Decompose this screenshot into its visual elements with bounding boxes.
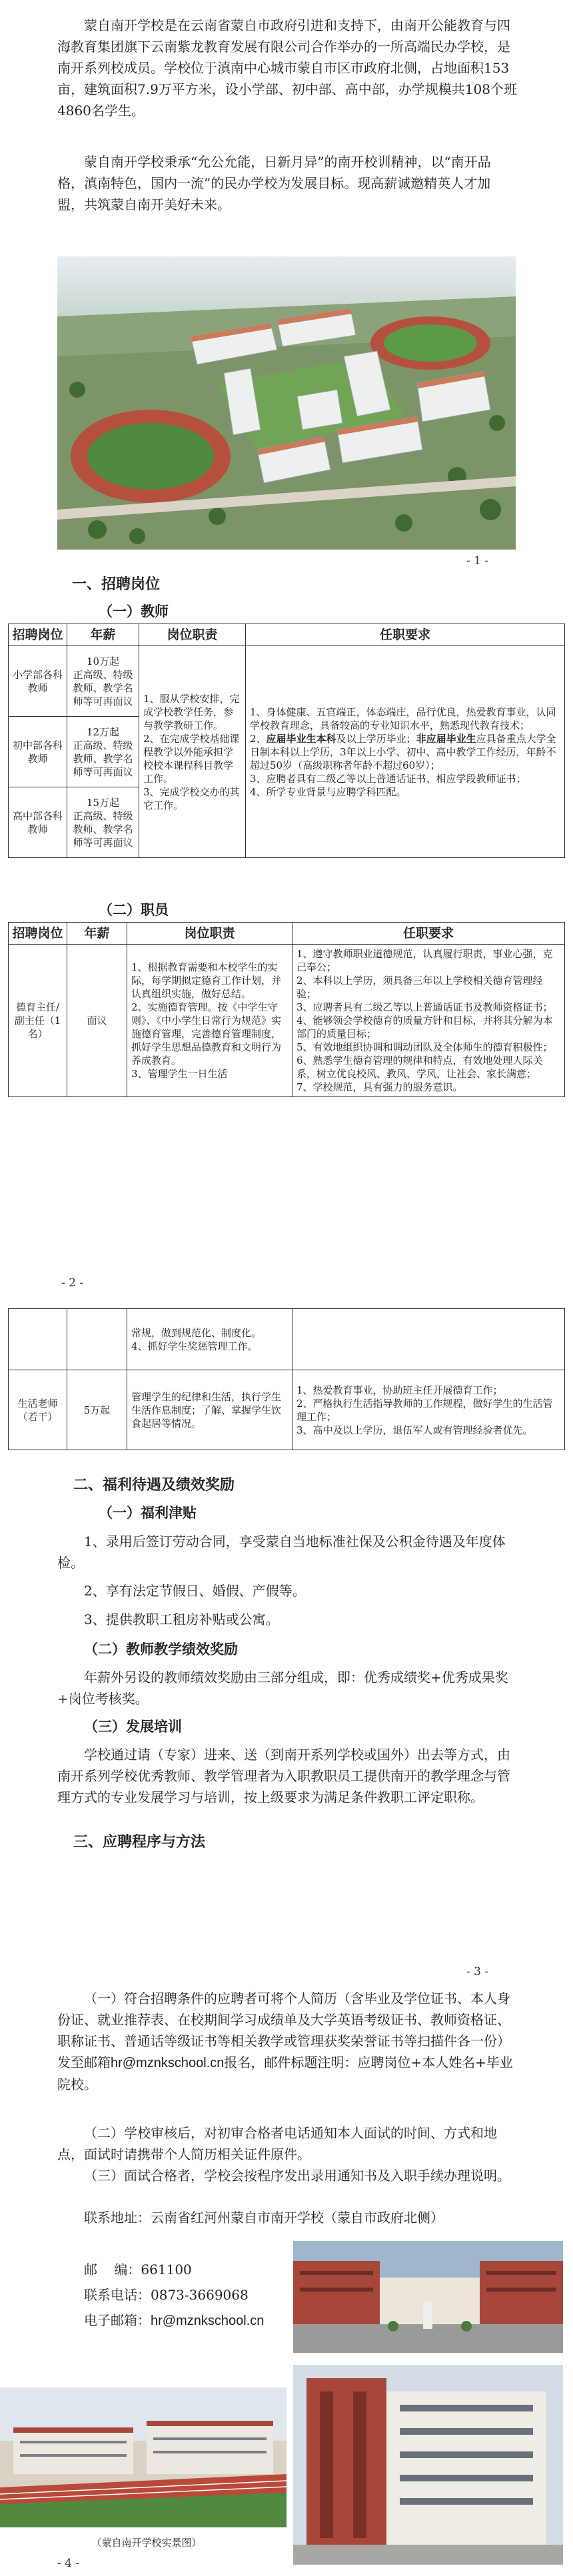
requirement-text: 3、应聘者具有二级乙等以上普通话证书、相应学段教师证书； 4、所学专业背景与应聘学科匹配。 <box>250 772 526 798</box>
performance-text: 年薪外另设的教师绩效奖励由三部分组成，即：优秀成绩奖+优秀成果奖+岗位考核奖。 <box>57 1669 508 1707</box>
teacher-recruitment-table <box>8 624 565 858</box>
contact-address: 联系地址：云南省红河州蒙自市南开学校（蒙自市政府北侧） <box>84 2210 444 2226</box>
requirement-text: 2、 <box>250 732 267 745</box>
requirement-emphasis: 非应届毕业生 <box>416 732 476 745</box>
campus-aerial-rendering <box>57 256 516 550</box>
column-header: 招聘岗位 <box>9 923 67 945</box>
step-text: 报名，邮件标题注明：应聘岗位+本人姓名+毕业院校。 <box>57 2054 513 2092</box>
subheading-welfare: （一）福利津贴 <box>99 1504 197 1521</box>
requirement-text: 应具备重点大学全日制本科以上学历，3年以上小学、初中、高中教学工作经历，年龄不超过50岁（高级职称者年龄不超过60岁）； <box>250 732 556 771</box>
table-row <box>9 945 565 1097</box>
requirements-cell: 1、遵守教师职业道德规范，认真履行职责，事业心强，克己奉公； 2、本科以上学历，须具备三年以上学校相关德育管理经验； 3、应聘者具有二级乙等以上普通话证书及教师资格证书； 4、能够领会学校德育的质量方针和目标，并将其分解为本部门的质量目标； 5、有效地组织协调和调动团队及全体师生的德育积极性； 6、熟悉学生德育管理的规律和特点，有效地处理人际关系，树立优良校风、教风、学风，让社会、家长满意； 7、学校规范，具有强力的服务意识。 <box>292 945 565 1097</box>
table-row <box>9 646 565 717</box>
table-row <box>9 1309 565 1370</box>
duties-cell: 管理学生的纪律和生活，执行学生生活作息制度；了解、掌握学生饮食起居等情况。 <box>127 1370 292 1450</box>
page-3 <box>0 1299 573 2245</box>
application-email-link[interactable]: hr@mznkschool.cn <box>111 2056 225 2070</box>
page-4 <box>0 2245 573 2576</box>
welfare-item-2: 2、享有法定节假日、婚假、产假等。 <box>84 1583 306 1599</box>
column-header: 岗位职责 <box>127 923 292 945</box>
campus-building-photo <box>293 2365 563 2565</box>
sports-field-photo <box>0 2387 286 2527</box>
section-title-application: 三、应聘程序与方法 <box>73 1834 206 1851</box>
page-1 <box>0 0 573 566</box>
photo-caption: （蒙自南开学校实景图） <box>91 2537 202 2549</box>
page-number: - 1 - <box>466 554 489 568</box>
column-header: 招聘岗位 <box>9 624 67 646</box>
training-text: 学校通过请（专家）进来、送（到南开系列学校或国外）出去等方式，由南开系列学校优秀教师、教学管理者为入职教职员工提供南开的教学理念与管理方式的专业发展学习与培训，按上级要求为满足条件教职工评定职称。 <box>57 1747 510 1805</box>
school-gate-photo <box>293 2241 563 2353</box>
application-step-3: （三）面试合格者，学校会按程序发出录用通知书及入职手续办理说明。 <box>84 2168 510 2184</box>
contact-email-link[interactable]: hr@mznkschool.cn <box>151 2314 265 2328</box>
page-number: - 4 - <box>57 2557 80 2570</box>
staff-recruitment-table <box>8 922 565 1097</box>
empty-cell <box>292 1309 565 1370</box>
sports-field-illustration <box>0 2387 286 2527</box>
application-step-1 <box>57 1988 517 2095</box>
page-number: - 3 - <box>466 1965 489 1978</box>
duties-cell: 常规，做到规范化、制度化。 4、抓好学生奖惩管理工作。 <box>127 1309 292 1370</box>
section-title-benefits: 二、福利待遇及绩效奖励 <box>73 1477 235 1494</box>
post-cell: 生活老师（若干） <box>9 1370 67 1450</box>
salary-cell: 5万起 <box>67 1370 127 1450</box>
empty-cell <box>67 1309 127 1370</box>
column-header: 年薪 <box>67 624 139 646</box>
post-cell: 高中部各科教师 <box>9 787 67 858</box>
table-header-row <box>9 624 565 646</box>
intro-paragraph-2: 蒙自南开学校秉承“允公允能，日新月异”的南开校训精神，以“南开品格，滇南特色，国内一流”的民办学校为发展目标。现高薪诚邀精英人才加盟，共筑蒙自南开美好未来。 <box>57 154 491 213</box>
contact-postcode: 邮 编：661100 <box>84 2262 192 2278</box>
salary-cell: 12万起 正高级、特级教师、教学名师等可再面议 <box>67 717 139 787</box>
requirement-text: 1、身体健康、五官端正，体态端庄，品行优良，热爱教育事业，认同学校教育理念，具备较高的专业知识水平，熟悉现代教育技术； <box>250 705 556 731</box>
post-cell: 小学部各科教师 <box>9 646 67 717</box>
page-2 <box>0 566 573 1299</box>
intro-paragraph-1: 蒙自南开学校是在云南省蒙自市政府引进和支持下，由南开公能教育与四海教育集团旗下云南紫龙教育发展有限公司合作举办的一所高端民办学校，是南开系列校成员。学校位于滇南中心城市蒙自市区市政府北侧，占地面积153亩，建筑面积7.9万平方米，设小学部、初中部、高中部，办学规模共108个班4860名学生。 <box>57 17 517 119</box>
school-gate-illustration <box>293 2241 563 2353</box>
column-header: 任职要求 <box>246 624 565 646</box>
requirement-text: 及以上学历毕业； <box>336 732 416 745</box>
requirements-cell <box>246 646 565 858</box>
post-cell: 德育主任/副主任（1名） <box>9 945 67 1097</box>
table-row <box>9 1370 565 1450</box>
requirements-cell: 1、热爱教育事业，协助班主任开展德育工作； 2、严格执行生活指导教师的工作规程，做好学生的生活管理工作； 3、高中及以上学历，退伍军人或有管理经验者优先。 <box>292 1370 565 1450</box>
contact-phone: 联系电话：0873-3669068 <box>84 2287 249 2303</box>
email-label: 电子邮箱： <box>84 2312 151 2328</box>
salary-cell: 15万起 正高级、特级教师、教学名师等可再面议 <box>67 787 139 858</box>
duties-cell: 1、根据教育需要和本校学生的实际，每学期拟定德育工作计划，并认真组织实施，做好总结。 2、实施德育管理。按《中学生守则》、《中小学生日常行为规范》实施德育管理，完善德育管理制度，抓好学生思想品德教育和文明行为养成教育。 3、管理学生一日生活 <box>127 945 292 1097</box>
application-step-2: （二）学校审核后，对初审合格者电话通知本人面试的时间、方式和地点，面试时请携带个人简历相关证件原件。 <box>57 2125 497 2162</box>
staff-table-continued <box>8 1308 565 1450</box>
column-header: 岗位职责 <box>139 624 246 646</box>
subheading-teachers: （一）教师 <box>99 603 169 620</box>
subheading-performance: （二）教师教学绩效奖励 <box>84 1641 238 1657</box>
column-header: 年薪 <box>67 923 127 945</box>
page-number: - 2 - <box>61 1276 84 1290</box>
salary-cell: 10万起 正高级、特级教师、教学名师等可再面议 <box>67 646 139 717</box>
empty-cell <box>9 1309 67 1370</box>
subheading-training: （三）发展培训 <box>84 1718 182 1735</box>
step-text: （一）符合招聘条件的应聘者可将个人简历（含毕业及学位证书、本人身份证、就业推荐表、在校期间学习成绩单及大学英语考级证书、教师资格证、职称证书、普通话等级证书等相关教学或管理获奖荣誉证书等扫描件各一份）发至邮箱 <box>57 1990 510 2070</box>
welfare-item-1: 1、录用后签订劳动合同，享受蒙自当地标准社保及公积金待遇及年度体检。 <box>57 1533 506 1571</box>
post-cell: 初中部各科教师 <box>9 717 67 787</box>
welfare-item-3: 3、提供教职工租房补贴或公寓。 <box>84 1611 279 1627</box>
contact-email <box>84 2310 264 2331</box>
table-header-row <box>9 923 565 945</box>
duties-cell: 1、服从学校安排，完成学校教学任务，参与教学教研工作。 2、在完成学校基础课程教学以外能承担学校校本课程科目教学工作。 3、完成学校交办的其它工作。 <box>139 646 246 858</box>
campus-aerial-illustration <box>57 256 516 550</box>
salary-cell: 面议 <box>67 945 127 1097</box>
subheading-staff: （二）职员 <box>99 901 169 918</box>
column-header: 任职要求 <box>292 923 565 945</box>
requirement-emphasis: 应届毕业生本科 <box>266 732 336 745</box>
campus-building-illustration <box>293 2365 563 2565</box>
section-title-positions: 一、招聘岗位 <box>72 576 161 593</box>
